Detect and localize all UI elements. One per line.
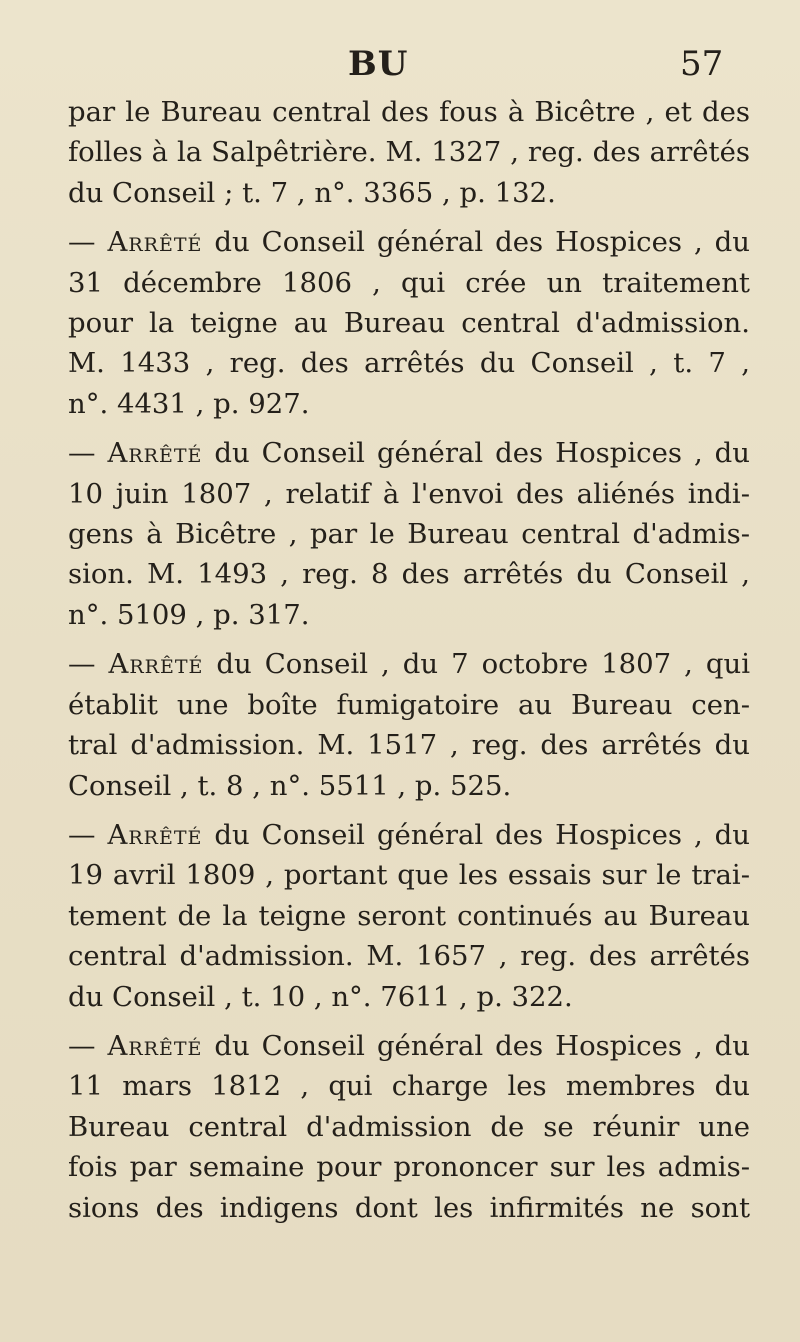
page-number: 57 [680,44,724,84]
entry-dash: — [68,437,108,470]
text-line: sion. M. 1493 , reg. 8 des arrêtés du Conseil , [68,558,750,591]
arrete-entry [68,433,750,635]
entry-dash: — [68,648,109,681]
text-line [68,1026,750,1066]
text-line: 31 décembre 1806 , qui crée un traitement [68,266,750,299]
text-line: Conseil , t. 8 , n°. 5511 , p. 525. [68,769,512,802]
entry-dash: — [68,226,108,259]
text-line: par le Bureau central des fous à Bicêtre , et des [68,96,750,128]
text-fragment: du Conseil général des Hospices , du [202,818,750,851]
text-line: tral d'admission. M. 1517 , reg. des arrêtés du [68,729,750,762]
text-fragment: du Conseil général des Hospices , du [202,437,750,470]
text-fragment: du Conseil , du 7 octobre 1807 , qui [203,648,750,681]
arrete-entry [68,1026,750,1228]
entry-lead: Arrêté [107,226,203,259]
text-fragment: du Conseil général des Hospices , du [202,1029,750,1062]
text-line: n°. 4431 , p. 927. [68,387,310,420]
text-line: n°. 5109 , p. 317. [68,598,310,631]
text-line: sions des indigens dont les infirmités ne sont [68,1191,750,1224]
text-line [68,644,750,684]
text-line: fois par semaine pour prononcer sur les admis- [68,1151,750,1184]
text-line [68,815,750,855]
text-line: M. 1433 , reg. des arrêtés du Conseil , t. 7 , [68,347,750,380]
text-fragment: du Conseil général des Hospices , du [202,226,750,259]
arrete-entry [68,815,750,1017]
text-line: tement de la teigne seront continués au Bureau [68,899,750,932]
entry-lead: Arrêté [107,1029,203,1062]
text-line: Bureau central d'admission de se réunir une [68,1110,750,1143]
entry-lead: Arrêté [108,648,204,681]
arrete-entry [68,222,750,424]
arrete-entry [68,644,750,806]
body-text [68,92,750,1237]
text-line: du Conseil ; t. 7 , n°. 3365 , p. 132. [68,176,556,209]
text-line: 10 juin 1807 , relatif à l'envoi des aliénés indi- [68,477,750,510]
running-head-word: BU [348,44,409,84]
entry-dash: — [68,818,108,851]
paragraph-continuation [68,92,750,213]
text-line [68,433,750,473]
text-line: pour la teigne au Bureau central d'admission. [68,307,750,340]
running-head [0,44,800,94]
text-line: gens à Bicêtre , par le Bureau central d'admis- [68,518,750,551]
entry-lead: Arrêté [107,437,203,470]
text-line [68,222,750,262]
text-line: central d'admission. M. 1657 , reg. des arrêtés [68,940,750,973]
text-line: 11 mars 1812 , qui charge les membres du [68,1070,750,1103]
text-line: établit une boîte fumigatoire au Bureau cen- [68,688,750,721]
text-line: folles à la Salpêtrière. M. 1327 , reg. des arrêtés [68,136,750,169]
text-line: du Conseil , t. 10 , n°. 7611 , p. 322. [68,980,573,1013]
text-line: 19 avril 1809 , portant que les essais sur le trai- [68,859,750,892]
entry-lead: Arrêté [107,818,203,851]
entry-dash: — [68,1029,108,1062]
